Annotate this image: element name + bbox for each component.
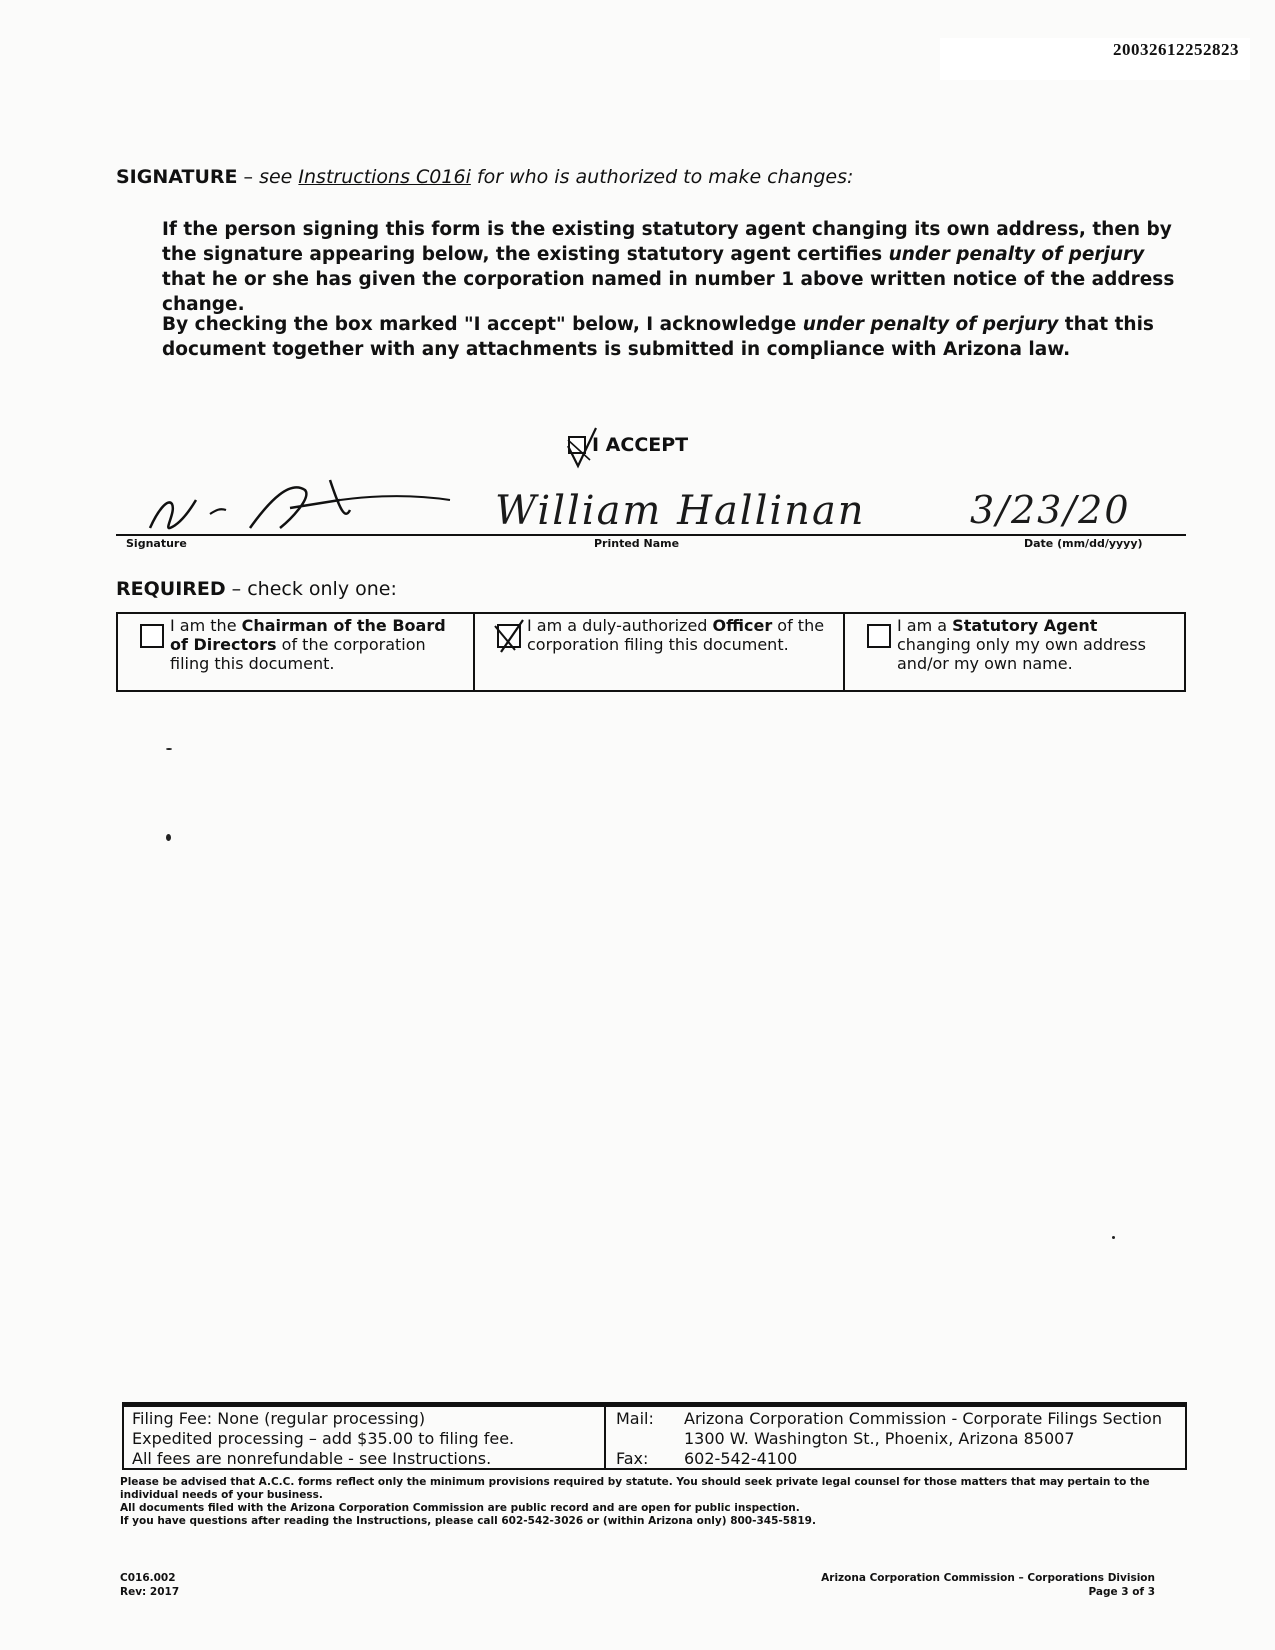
filing-fee-line: Filing Fee: None (regular processing): [132, 1409, 426, 1428]
footer-form-info: [120, 1571, 179, 1599]
signature-heading-bold: SIGNATURE: [116, 166, 238, 188]
mail-line-1: Arizona Corporation Commission - Corporate Filings Section: [684, 1409, 1162, 1428]
mail-line-2: 1300 W. Washington St., Phoenix, Arizona 85007: [684, 1429, 1075, 1448]
form-code: C016.002: [120, 1572, 176, 1584]
note-line-1: Please be advised that A.C.C. forms reflect only the minimum provisions required by statute. You should seek private legal counsel for those matters that may pertain to the individual needs of your business.: [120, 1476, 1150, 1501]
note-line-3: If you have questions after reading the Instructions, please call 602-542-3026 or (within Arizona only) 800-345-5819.: [120, 1515, 816, 1527]
statutory-agent-checkbox[interactable]: [867, 624, 891, 648]
date-label: Date (mm/dd/yyyy): [1024, 537, 1143, 550]
acknowledgement-paragraph: [162, 312, 1192, 362]
legal-notes: [120, 1476, 1170, 1528]
required-label-bold: REQUIRED: [116, 578, 226, 600]
option-chairman-pre: I am the: [170, 616, 242, 635]
heading-rest: for who is authorized to make changes:: [470, 166, 854, 188]
agent-certification-paragraph: [162, 217, 1192, 317]
fax-row: [616, 1449, 1175, 1469]
para1-italic: under penalty of perjury: [888, 244, 1145, 265]
option-chairman-post: of the corporation filing this document.: [170, 635, 426, 673]
form-revision: Rev: 2017: [120, 1586, 180, 1598]
option-statutory-agent[interactable]: [843, 614, 1184, 690]
para1-a: If the person signing this form is the existing statutory agent changing its own address, then by the signature appearing below, the existing statutory agent certifies: [162, 219, 1172, 265]
instructions-link[interactable]: Instructions C016i: [298, 166, 471, 188]
option-chairman-bold: Chairman of the Board of Directors: [170, 616, 446, 654]
fax-key: Fax:: [616, 1449, 649, 1468]
i-accept-label: I ACCEPT: [592, 434, 689, 456]
signature-label: Signature: [126, 537, 187, 550]
option-officer-pre: I am a duly-authorized: [527, 616, 713, 635]
officer-checkbox[interactable]: [497, 624, 521, 648]
document-id: 20032612252823: [1113, 40, 1239, 59]
scan-speck: [166, 834, 171, 841]
mail-row-2: [616, 1429, 1175, 1449]
agency-name: Arizona Corporation Commission – Corporations Division: [821, 1572, 1155, 1584]
mailing-info: [606, 1407, 1185, 1468]
check-mark-icon: [564, 426, 604, 470]
handwritten-signature: [140, 470, 460, 540]
nonrefundable-line: All fees are nonrefundable - see Instructions.: [132, 1449, 492, 1468]
scan-speck: [166, 748, 172, 750]
printed-name-value: William Hallinan: [495, 488, 866, 534]
date-value: 3/23/20: [970, 488, 1131, 532]
required-options-table: [116, 612, 1186, 692]
required-label-rest: – check only one:: [225, 578, 397, 600]
page-number: Page 3 of 3: [1088, 1586, 1155, 1598]
para2-a: By checking the box marked "I accept" below, I acknowledge: [162, 314, 803, 335]
scan-speck: [1112, 1236, 1115, 1239]
chairman-checkbox[interactable]: [140, 624, 164, 648]
option-chairman[interactable]: [118, 614, 473, 690]
expedited-fee-line: Expedited processing – add $35.00 to filing fee.: [132, 1429, 515, 1448]
required-heading: [116, 578, 397, 600]
footer-agency-info: [821, 1571, 1155, 1599]
check-mark-icon: [493, 614, 529, 654]
i-accept-checkbox-group[interactable]: [568, 434, 688, 456]
fee-and-mailing-box: [122, 1402, 1187, 1470]
signature-line: [116, 534, 1186, 536]
mail-row: [616, 1409, 1175, 1429]
heading-see: see: [259, 166, 299, 188]
i-accept-checkbox[interactable]: [568, 436, 586, 454]
option-agent-pre: I am a: [897, 616, 953, 635]
signature-heading: [116, 166, 853, 188]
note-line-2: All documents filed with the Arizona Corporation Commission are public record and are open for public inspection.: [120, 1502, 800, 1514]
mail-key: Mail:: [616, 1409, 654, 1428]
para1-b: that he or she has given the corporation named in number 1 above written notice of the address change.: [162, 269, 1175, 315]
heading-dash: –: [237, 166, 260, 188]
option-officer-post: of the corporation filing this document.: [527, 616, 825, 654]
para2-b: that this document together with any attachments is submitted in compliance with Arizona law.: [162, 314, 1154, 360]
fee-info: [124, 1407, 606, 1468]
fax-value: 602-542-4100: [684, 1449, 798, 1468]
option-officer-bold: Officer: [712, 616, 773, 635]
option-agent-bold: Statutory Agent: [952, 616, 1098, 635]
printed-name-label: Printed Name: [594, 537, 680, 550]
option-agent-post: changing only my own address and/or my own name.: [897, 635, 1146, 673]
option-officer[interactable]: [473, 614, 843, 690]
para2-italic: under penalty of perjury: [802, 314, 1059, 335]
